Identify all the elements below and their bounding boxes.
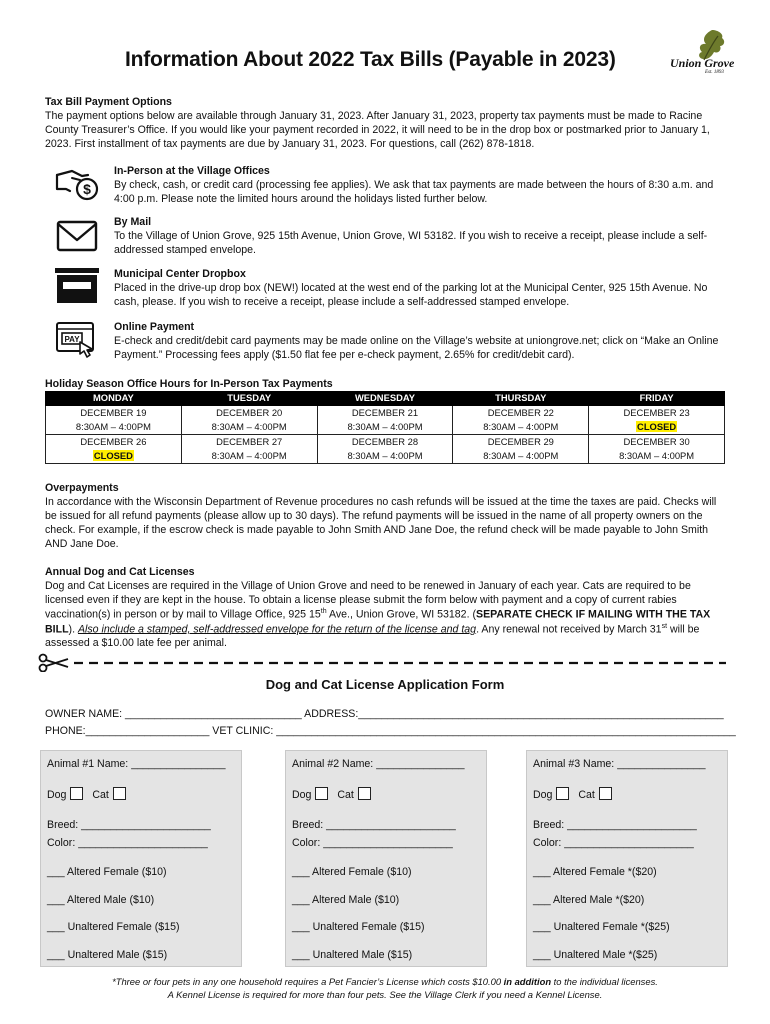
overpayments-text: In accordance with the Wisconsin Department of Revenue procedures no cash refunds will be issued at the time the taxes are paid. Checks will be issued for all refund payments (please allow up to 30 days). The refund payments will be issued in the name of all property owners on the check. For example, if the escrow check is made payable to John Smith AND Jane Doe, the refund check will be made payable to John Smith AND Jane Doe.: [45, 496, 717, 551]
schedule-cell: [589, 406, 725, 435]
option-in-person: [114, 164, 724, 206]
species-checkboxes: Dog Cat: [533, 787, 618, 802]
schedule-date: DECEMBER 20: [216, 407, 283, 418]
animal-name-field[interactable]: Animal #1 Name: ________________: [47, 758, 226, 770]
fee-option[interactable]: ___ Unaltered Female *($25): [533, 921, 670, 933]
fee-option[interactable]: ___ Unaltered Male ($15): [47, 949, 168, 961]
option-heading: By Mail: [114, 216, 152, 228]
cash-hand-icon: [54, 165, 100, 205]
online-pay-icon: [54, 320, 100, 360]
form-title: Dog and Cat License Application Form: [265, 677, 505, 692]
option-text: Placed in the drive-up drop box (NEW!) located at the west end of the parking lot at the Municipal Center, 925 15th Avenue. No cash, please. If you wish to receive a receipt, please include a self-addressed stamped envelope.: [114, 282, 708, 309]
option-heading: Municipal Center Dropbox: [114, 268, 246, 280]
schedule-date: DECEMBER 27: [216, 436, 283, 447]
dog-cat-license-section: [45, 565, 727, 651]
day-header: THURSDAY: [453, 392, 589, 406]
schedule-hours: 8:30AM – 4:00PM: [75, 421, 151, 432]
schedule-date: DECEMBER 21: [351, 407, 419, 418]
day-header: TUESDAY: [181, 392, 317, 406]
color-field[interactable]: Color: ______________________: [533, 837, 694, 849]
fee-option[interactable]: ___ Altered Male *($20): [533, 894, 645, 906]
logo-wordmark: Union Grove: [670, 56, 735, 70]
schedule-date: DECEMBER 29: [487, 436, 554, 447]
dropbox-icon: [54, 266, 100, 306]
color-field[interactable]: Color: ______________________: [292, 837, 453, 849]
holiday-hours-table: [45, 391, 725, 464]
schedule-date: DECEMBER 30: [623, 436, 690, 447]
cat-checkbox[interactable]: [113, 787, 126, 800]
svg-text:$: $: [83, 181, 91, 197]
schedule-cell: [453, 435, 589, 464]
animal-name-field[interactable]: Animal #2 Name: _______________: [292, 758, 465, 770]
schedule-cell: [46, 406, 182, 435]
table-row: [46, 435, 725, 464]
closed-badge: [46, 449, 181, 463]
option-text: E-check and credit/debit card payments may be made online on the Village’s website at uniongrove.net; click on “Make an Online Payment.” Processing fees apply ($1.50 flat fee per e-check payment, 2.65% for credit/debit card).: [114, 335, 719, 362]
option-by-mail: [114, 215, 724, 257]
footnote: [0, 975, 770, 1001]
fee-option[interactable]: ___ Unaltered Female ($15): [47, 921, 180, 933]
animal-card-1: [40, 750, 242, 967]
cat-checkbox[interactable]: [599, 787, 612, 800]
option-heading: Online Payment: [114, 321, 195, 333]
dog-checkbox[interactable]: [315, 787, 328, 800]
schedule-date: DECEMBER 23: [623, 407, 690, 418]
fee-option[interactable]: ___ Unaltered Male *($25): [533, 949, 658, 961]
schedule-date: DECEMBER 28: [351, 436, 419, 447]
payment-options-text: The payment options below are available through January 31, 2023. After January 31, 2023, property tax payments must be made to Racine County Treasurer’s Office. If you would like your payment recorded in 2022, it will need to be in the drop box or postmarked prior to January 1, 2023. First installment of tax payments are due by January 31, 2023. For questions, call (262) 878-1818.: [45, 110, 710, 151]
option-online: [114, 320, 724, 362]
schedule-hours: 8:30AM – 4:00PM: [483, 421, 559, 432]
day-header: WEDNESDAY: [317, 392, 453, 406]
animal-name-field[interactable]: Animal #3 Name: _______________: [533, 758, 706, 770]
dog-cat-heading: Annual Dog and Cat Licenses: [45, 566, 195, 578]
schedule-hours: 8:30AM – 4:00PM: [211, 450, 287, 461]
day-header: FRIDAY: [589, 392, 725, 406]
owner-address-line[interactable]: OWNER NAME: ______________________________ ADDRESS:______________________________________________________________: [45, 708, 724, 720]
fee-option[interactable]: ___ Altered Female *($20): [533, 866, 657, 878]
phone-vet-line[interactable]: PHONE:_____________________ VET CLINIC: ______________________________________________________________________________: [45, 725, 736, 737]
option-heading: In-Person at the Village Offices: [114, 165, 270, 177]
option-dropbox: [114, 267, 724, 309]
schedule-hours: 8:30AM – 4:00PM: [619, 450, 695, 461]
schedule-date: DECEMBER 26: [80, 436, 147, 447]
schedule-date: DECEMBER 22: [487, 407, 554, 418]
fee-option[interactable]: ___ Altered Male ($10): [47, 894, 155, 906]
species-checkboxes: Dog Cat: [292, 787, 377, 802]
page-title: Information About 2022 Tax Bills (Payable in 2023): [125, 48, 616, 71]
schedule-hours: 8:30AM – 4:00PM: [347, 450, 423, 461]
svg-text:PAY: PAY: [64, 335, 80, 344]
schedule-cell: [181, 406, 317, 435]
color-field[interactable]: Color: ______________________: [47, 837, 208, 849]
table-header-row: [46, 392, 725, 406]
holiday-hours-heading: Holiday Season Office Hours for In-Person Tax Payments: [45, 378, 333, 390]
cat-checkbox[interactable]: [358, 787, 371, 800]
option-text: To the Village of Union Grove, 925 15th Avenue, Union Grove, WI 53182. If you wish to receive a receipt, please include a self-addressed stamped envelope.: [114, 230, 708, 257]
payment-options-intro: [45, 95, 725, 151]
envelope-icon: [54, 216, 100, 256]
schedule-cell: [317, 406, 453, 435]
schedule-hours: 8:30AM – 4:00PM: [347, 421, 423, 432]
closed-label: CLOSED: [93, 450, 133, 461]
scissors-icon: [40, 655, 69, 672]
breed-field[interactable]: Breed: ______________________: [533, 819, 697, 831]
schedule-cell: [589, 435, 725, 464]
fee-option[interactable]: ___ Altered Female ($10): [292, 866, 412, 878]
footnote-line-2: A Kennel License is required for more than four pets. See the Village Clerk if you need a Kennel License.: [167, 989, 603, 1001]
footnote-line-1: *Three or four pets in any one household requires a Pet Fancier’s License which costs $10.00 in addition to the individual licenses.: [112, 976, 658, 987]
fee-option[interactable]: ___ Altered Female ($10): [47, 866, 167, 878]
table-row: [46, 406, 725, 435]
schedule-date: DECEMBER 19: [80, 407, 147, 418]
closed-label: CLOSED: [637, 421, 677, 432]
schedule-cell: [453, 406, 589, 435]
animal-card-2: [285, 750, 487, 967]
breed-field[interactable]: Breed: ______________________: [47, 819, 211, 831]
schedule-hours: 8:30AM – 4:00PM: [483, 450, 559, 461]
dog-checkbox[interactable]: [556, 787, 569, 800]
fee-option[interactable]: ___ Unaltered Male ($15): [292, 949, 413, 961]
schedule-cell: [181, 435, 317, 464]
species-checkboxes: Dog Cat: [47, 787, 132, 802]
overpayments-section: [45, 481, 727, 551]
option-text: By check, cash, or credit card (processing fee applies). We ask that tax payments are made between the hours of 8:30 a.m. and 4:00 p.m. Please note the limited hours around the holidays listed further below.: [114, 179, 714, 206]
dog-cat-text: Dog and Cat Licenses are required in the Village of Union Grove and need to be renewed in January of each year. Cats are required to be licensed even if they are kept in the house. To obtain a license please submit the form below with payment and a copy of current rabies vaccination(s) in person or by mail to Village Office, 925 15th Ave., Union Grove, WI 53182. (SEPARATE CHECK IF MAILING WITH THE TAX BILL). Also include a stamped, self-addressed envelope for the return of the license and tag. Any renewal not received by March 31st will be assessed a $10.00 late fee per animal.: [45, 580, 711, 650]
dog-checkbox[interactable]: [70, 787, 83, 800]
schedule-hours: 8:30AM – 4:00PM: [211, 421, 287, 432]
day-header: MONDAY: [46, 392, 182, 406]
closed-badge: [589, 420, 724, 434]
fee-option[interactable]: ___ Unaltered Female ($15): [292, 921, 425, 933]
schedule-cell: [46, 435, 182, 464]
logo-subtext: Est. 1893: [705, 70, 724, 75]
animal-card-3: [526, 750, 728, 967]
scissors-cut-line: [38, 652, 728, 672]
payment-options-heading: Tax Bill Payment Options: [45, 96, 172, 108]
overpayments-heading: Overpayments: [45, 482, 119, 494]
schedule-cell: [317, 435, 453, 464]
fee-option[interactable]: ___ Altered Male ($10): [292, 894, 400, 906]
breed-field[interactable]: Breed: ______________________: [292, 819, 456, 831]
